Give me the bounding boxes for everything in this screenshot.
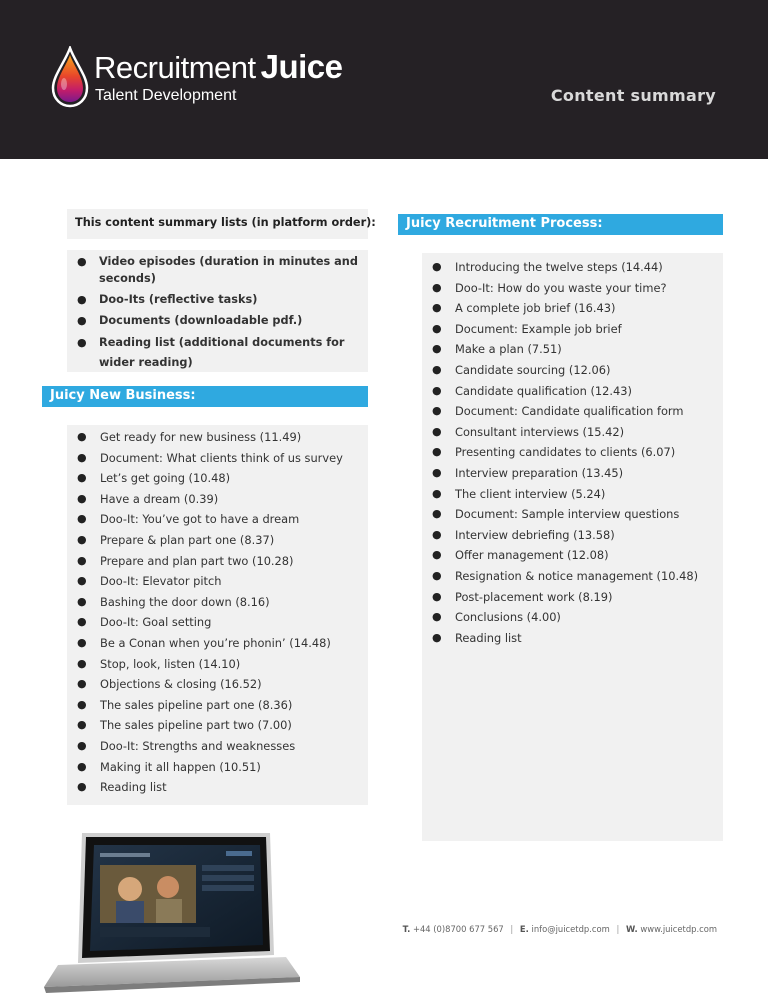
recruitment-process-list [422,253,723,648]
new-business-panel [67,425,368,805]
list-item-label: Post-placement work (8.19) [455,589,613,604]
separator: | [510,924,514,934]
list-item [67,736,368,757]
laptop-illustration-icon [38,827,398,994]
list-item [422,442,723,463]
list-item [422,422,723,443]
bullet-icon: ● [77,532,87,546]
list-item [422,463,723,484]
list-item-label: Doo-It: You’ve got to have a dream [100,512,300,527]
list-item [67,633,368,654]
bullet-icon: ● [432,280,442,294]
list-item-label: Interview preparation (13.45) [455,465,624,480]
bullet-icon: ● [77,293,87,306]
list-item [67,489,368,510]
recruitment-process-panel [422,253,723,841]
list-item-label: Doo-It: How do you waste your time? [455,280,667,295]
list-item-label: Let’s get going (10.48) [100,471,231,486]
list-item-label: Get ready for new business (11.49) [100,430,302,444]
juice-drop-logo-icon [51,46,89,108]
list-item-label: Stop, look, listen (14.10) [100,656,241,671]
list-item [67,448,368,469]
bullet-icon: ● [432,424,442,438]
bullet-icon: ● [432,342,442,356]
list-item-label: Doo-It: Strengths and weaknesses [100,738,296,753]
list-item [67,571,368,592]
list-item [67,551,368,572]
list-item [422,360,723,381]
bullet-icon: ● [77,780,87,794]
bullet-icon: ● [77,491,87,505]
list-item-label: Introducing the twelve steps (14.44) [455,260,663,274]
list-item [67,674,368,695]
email-link[interactable]: info@juicetdp.com [531,924,610,934]
bullet-icon: ● [432,610,442,624]
list-item: ● Doo-Its (reflective tasks) [77,293,258,306]
list-item-label: Reading list [100,780,167,795]
web-label: W. [625,924,638,934]
bullet-icon: ● [432,362,442,376]
list-item-label: Document: Candidate qualification form [455,404,684,419]
list-item [422,628,723,649]
list-item [422,504,723,525]
bullet-icon: ● [432,445,442,459]
intro-panel [67,250,368,372]
bullet-icon: ● [432,321,442,335]
list-item [422,339,723,360]
list-item-label: Conclusions (4.00) [455,610,561,625]
bullet-icon: ● [77,738,87,752]
page-title: Content summary [550,86,716,105]
bullet-icon: ● [77,314,87,327]
recruitment-process-title: Juicy Recruitment Process: [398,214,723,235]
new-business-list [67,425,368,798]
list-item [422,545,723,566]
page-header [0,0,768,159]
list-item-label: Offer management (12.08) [455,548,609,563]
bullet-icon: ● [432,260,442,273]
bullet-icon: ● [77,553,87,567]
web-link[interactable]: www.juicetdp.com [640,924,717,934]
list-item-label: Doo-It: Goal setting [100,615,212,630]
contact-footer [403,924,717,934]
list-item [67,757,368,778]
list-item [67,530,368,551]
bullet-icon: ● [432,589,442,603]
bullet-icon: ● [77,718,87,732]
list-item-label: Have a dream (0.39) [100,491,219,506]
bullet-icon: ● [77,759,87,773]
list-item-label: Make a plan (7.51) [455,342,562,357]
brand-bold: Juice [260,48,343,85]
list-item-label: Document: Sample interview questions [455,507,680,522]
bullet-icon: ● [432,630,442,644]
list-item-label: Resignation & notice management (10.48) [455,568,699,583]
bullet-icon: ● [77,635,87,649]
list-item [422,566,723,587]
phone-number: +44 (0)8700 677 567 [412,924,504,934]
list-item-label: Presenting candidates to clients (6.07) [455,445,676,460]
list-item: ● Video episodes (duration in minutes and seconds) [77,255,358,285]
list-item [67,695,368,716]
list-item [422,587,723,608]
bullet-icon: ● [77,512,87,526]
list-item-label: The client interview (5.24) [455,486,606,501]
bullet-icon: ● [77,677,87,691]
list-item [422,381,723,402]
list-item [422,525,723,546]
bullet-icon: ● [77,656,87,670]
list-item [67,592,368,613]
intro-heading: This content summary lists (in platform order): [67,209,368,239]
bullet-icon: ● [432,548,442,562]
list-item [67,509,368,530]
list-item [422,319,723,340]
list-item-label: Bashing the door down (8.16) [100,594,270,609]
bullet-icon: ● [77,594,87,608]
bullet-icon: ● [77,697,87,711]
list-item: ● Documents (downloadable pdf.) [77,314,303,327]
list-item-label: Candidate sourcing (12.06) [455,362,611,377]
list-item [67,612,368,633]
new-business-title: Juicy New Business: [42,386,368,407]
list-item-label: The sales pipeline part one (8.36) [100,697,293,712]
bullet-icon: ● [432,507,442,521]
separator: | [616,924,620,934]
bullet-icon: ● [77,471,87,485]
list-item-label: Reading list [455,630,522,645]
brand-main: Recruitment [94,50,256,85]
list-item-label: Candidate qualification (12.43) [455,383,632,398]
list-item-label: Document: What clients think of us survey [100,450,343,465]
list-item [67,427,368,448]
list-item-label: Interview debriefing (13.58) [455,527,615,542]
list-item-label: Prepare & plan part one (8.37) [100,532,275,547]
bullet-icon: ● [77,255,87,268]
bullet-icon: ● [432,404,442,418]
list-item [422,278,723,299]
list-item [67,468,368,489]
bullet-icon: ● [432,301,442,315]
list-item-label: Objections & closing (16.52) [100,677,262,692]
list-item: ● Reading list (additional documents for wider reading) [67,333,368,373]
bullet-icon: ● [432,568,442,582]
bullet-icon: ● [432,383,442,397]
intro-list [67,250,368,373]
bullet-icon: ● [432,527,442,541]
bullet-icon: ● [77,336,87,349]
list-item [422,401,723,422]
list-item-label: Making it all happen (10.51) [100,759,261,774]
list-item-label: Doo-It: Elevator pitch [100,574,222,589]
bullet-icon: ● [77,430,87,443]
phone-label: T. [402,924,411,934]
bullet-icon: ● [432,486,442,500]
list-item [422,484,723,505]
brand-name [94,48,343,86]
list-item [67,715,368,736]
list-item-label: Consultant interviews (15.42) [455,424,625,439]
list-item-label: The sales pipeline part two (7.00) [100,718,292,733]
list-item [422,607,723,628]
bullet-icon: ● [77,615,87,629]
list-item-label: Prepare and plan part two (10.28) [100,553,294,568]
bullet-icon: ● [432,465,442,479]
list-item [422,298,723,319]
brand-subtitle: Talent Development [95,87,237,104]
list-item [67,777,368,798]
list-item [67,654,368,675]
list-item-label: Be a Conan when you’re phonin’ (14.48) [100,635,331,650]
email-label: E. [519,924,529,934]
list-item-label: A complete job brief (16.43) [455,301,616,316]
bullet-icon: ● [77,574,87,588]
list-item-label: Document: Example job brief [455,321,622,336]
list-item [422,257,723,278]
bullet-icon: ● [77,450,87,464]
